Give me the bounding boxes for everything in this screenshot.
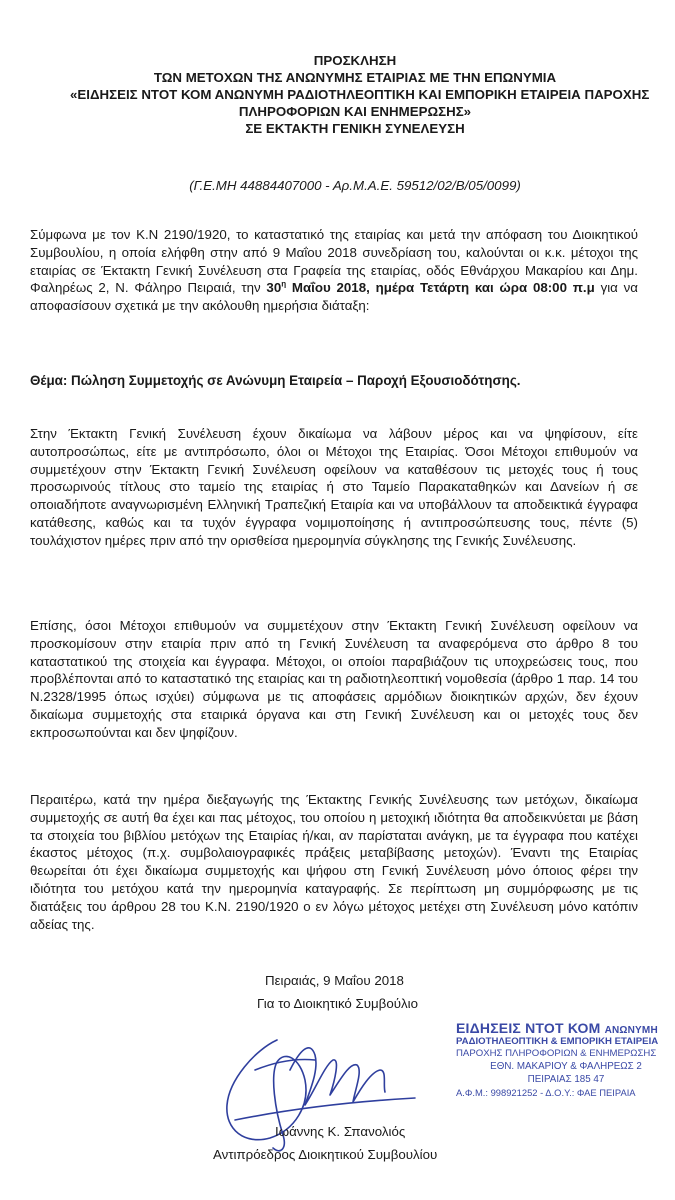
record-date-paragraph: Περαιτέρω, κατά την ημέρα διεξαγωγής της Έκτακτης Γενικής Συνέλευσης των μετόχων, δικαίωμα συμμετοχής σε αυτή θα έχει και πας μέτοχος, του οποίου η μετοχική ιδιότητα θα αποδεικνύεται με βάση τα στοιχεία του βιβλίου μετόχων της Εταιρίας ή/και, αν παρίσταται ανάγκη, με τα έγγραφα που κατέχει έκαστος μέτοχος (π.χ. συμβολαιογραφικές πράξεις μεταβίβασης μετοχών). Έναντι της Εταιρίας θεωρείται ότι έχει δικαίωμα συμμετοχής και ψήφου στη Γενική Συνέλευση μόνο όποιος φέρει την ιδιότητα του μετόχου κατά την ημερομηνία καταγραφής. Σε περίπτωση μη συμμόρφωσης με τις διατάξεις του άρθρου 28 του Κ.Ν. 2190/1920 ο εν λόγω μέτοχος μετέχει στη Συνέλευση μόνο κατόπιν αδείας της. <box>30 792 638 932</box>
intro-text: Σύμφωνα με τον Κ.Ν 2190/1920, το καταστατικό της εταιρίας και μετά την απόφαση του Διοικητικού Συμβουλίου, η οποία ελήφθη στην από 9 Μαΐου 2018 συνεδρίαση του, καλούνται οι κ.κ. μέτοχοι της εταιρίας σε Έκτακτη Γενική Συνέλευση στα Γραφεία της εταιρίας, οδός Εθνάρχου Μακαρίου και Δημ. Φαληρέως 2, Ν. Φάληρο Πειραιά, την <box>30 227 638 296</box>
meeting-date-time: Μαΐου 2018, ημέρα Τετάρτη και ώρα 08:00 π.μ <box>291 280 595 296</box>
intro-text-end: για να αποφασίσουν σχετικά με την ακόλουθη ημερήσια διάταξη: <box>30 280 638 314</box>
registry-numbers: (Γ.Ε.ΜΗ 44884407000 - Αρ.Μ.Α.Ε. 59512/02/Β/05/0099) <box>189 178 521 193</box>
document-heading <box>70 52 650 137</box>
company-stamp <box>456 1020 666 1099</box>
heading-invitation: ΠΡΟΣΚΛΗΣΗ <box>313 53 397 68</box>
stamp-line-purpose: ΠΑΡΟΧΗΣ ΠΛΗΡΟΦΟΡΙΩΝ & ΕΝΗΜΕΡΩΣΗΣ <box>456 1048 657 1059</box>
stamp-line-company: ΕΙΔΗΣΕΙΣ ΝΤΟΤ ΚΟΜ ΑΝΩΝΥΜΗ <box>456 1020 658 1036</box>
meeting-day: $30^\eta$ <box>266 279 287 296</box>
place-date: Πειραιάς, 9 Μαΐου 2018 <box>265 973 404 988</box>
stamp-line-address: ΕΘΝ. ΜΑΚΑΡΙΟΥ & ΦΑΛΗΡΕΩΣ 2 <box>490 1061 642 1072</box>
stamp-line-city: ΠΕΙΡΑΙΑΣ 185 47 <box>527 1074 605 1085</box>
signer-name: Ιωάννης Κ. Σπανολιός <box>275 1124 406 1139</box>
heading-shareholders: ΤΩΝ ΜΕΤΟΧΩΝ ΤΗΣ ΑΝΩΝΥΜΗΣ ΕΤΑΙΡΙΑΣ ΜΕ ΤΗΝ ΕΠΩΝΥΜΙΑ <box>153 70 557 85</box>
on-behalf-of-board: Για το Διοικητικό Συμβούλιο <box>257 996 418 1011</box>
heading-company-name-cont: ΠΛΗΡΟΦΟΡΙΩΝ ΚΑΙ ΕΝΗΜΕΡΩΣΗΣ» <box>238 104 472 119</box>
stamp-line-type: ΡΑΔΙΟΤΗΛΕΟΠΤΙΚΗ & ΕΜΠΟΡΙΚΗ ΕΤΑΙΡΕΙΑ <box>456 1036 659 1047</box>
stamp-line-tax: Α.Φ.Μ.: 998921252 - Δ.Ο.Υ.: ΦΑΕ ΠΕΙΡΑΙΑ <box>456 1087 636 1098</box>
participation-paragraph: Στην Έκτακτη Γενική Συνέλευση έχουν δικαίωμα να λάβουν μέρος και να ψηφίσουν, είτε αυτοπροσώπως, είτε με αντιπρόσωπο, όλοι οι Μέτοχοι της Εταιρίας. Όσοι Μέτοχοι επιθυμούν να συμμετέχουν στην Έκτακτη Γενική Συνέλευση οφείλουν να καταθέσουν τις μετοχές τους ή τους προσωρινούς τίτλους στο ταμείο της εταιρίας ή στο Ταμείο Παρακαταθηκών και Δανείων ή σε οποιαδήποτε αναγνωρισμένη Ελληνική Τραπεζική Εταιρία και να υποβάλλουν τα αποδεικτικά έγγραφα κατάθεσης, καθώς και τα τυχόν έγγραφα νομιμοποίησης ή αντιπροσώπευσης τους, πέντε (5) τουλάχιστον ημέρες πριν από την ορισθείσα ημερομηνία σύγκλησης της Γενικής Συνέλευσης. <box>30 426 638 548</box>
heading-assembly: ΣΕ ΕΚΤΑΚΤΗ ΓΕΝΙΚΗ ΣΥΝΕΛΕΥΣΗ <box>245 121 465 136</box>
intro-paragraph <box>30 226 638 315</box>
agenda-subject: Θέμα: Πώληση Συμμετοχής σε Ανώνυμη Εταιρεία – Παροχή Εξουσιοδότησης. <box>30 373 521 388</box>
obligations-paragraph: Επίσης, όσοι Μέτοχοι επιθυμούν να συμμετέχουν στην Έκτακτη Γενική Συνέλευση οφείλουν να προσκομίσουν στην εταιρία πριν από τη Γενική Συνέλευση τα αναφερόμενα στο άρθρο 8 του καταστατικού της στοιχεία και έγγραφα. Μέτοχοι, οι οποίοι παραβιάζουν τις υποχρεώσεις τους, που προβλέπονται από το καταστατικό της εταιρίας και τη ραδιοτηλεοπτική νομοθεσία (άρθρο 1 παρ. 14 του Ν.2328/1995 όπως ισχύει) σύμφωνα με τις αποφάσεις αρμόδιων διοικητικών αρχών, δεν έχουν δικαίωμα συμμετοχής στα εταιρικά όργανα και στη Γενική Συνέλευση και οι μετοχές τους δεν εκπροσωπούνται και δεν ψηφίζουν. <box>30 618 638 740</box>
heading-company-name: «ΕΙΔΗΣΕΙΣ ΝΤΟΤ ΚΟΜ ΑΝΩΝΥΜΗ ΡΑΔΙΟΤΗΛΕΟΠΤΙΚΗ ΚΑΙ ΕΜΠΟΡΙΚΗ ΕΤΑΙΡΕΙΑ ΠΑΡΟΧΗΣ <box>70 87 650 102</box>
signer-title: Αντιπρόεδρος Διοικητικού Συμβουλίου <box>213 1147 438 1162</box>
